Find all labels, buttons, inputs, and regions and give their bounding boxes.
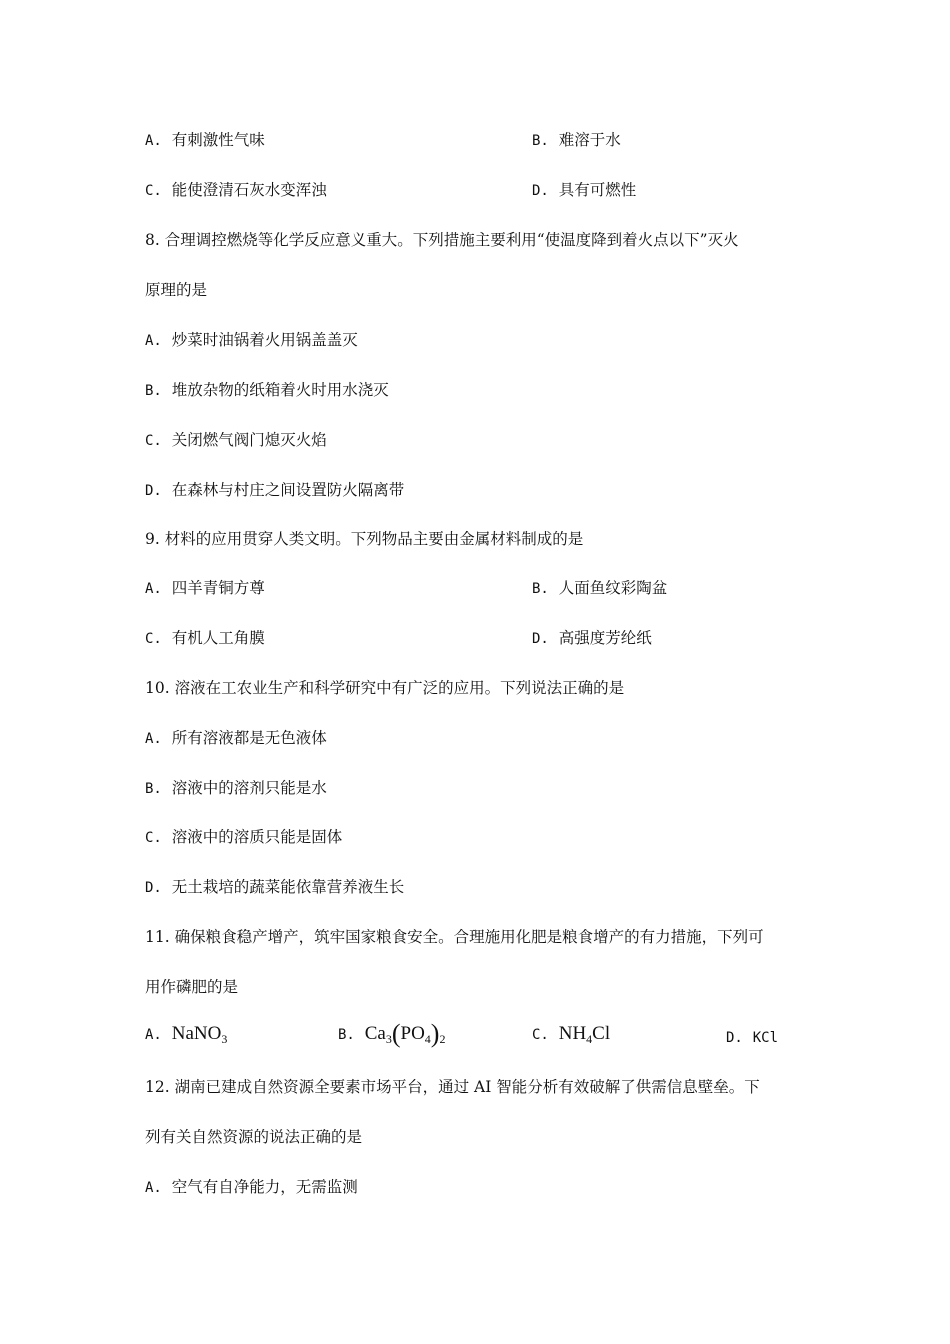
q10-stem: 10. 溶液在工农业生产和科学研究中有广泛的应用。下列说法正确的是	[145, 679, 625, 697]
option-label: A.	[145, 333, 162, 349]
option-text: 能使澄清石灰水变浑浊	[171, 181, 327, 199]
option-label: A.	[145, 133, 162, 149]
chemical-formula: $Ca_3(PO_4)_2$	[364, 1019, 446, 1048]
option-label: D.	[532, 631, 549, 647]
option-text: 关闭燃气阀门熄灭火焰	[171, 431, 327, 449]
chemical-formula: NaNO$_3$	[171, 1023, 228, 1046]
q10-option-b	[145, 778, 327, 799]
option-label: B.	[532, 133, 549, 149]
option-label: C.	[145, 433, 162, 449]
option-label: C.	[145, 183, 162, 199]
option-label: D.	[145, 483, 162, 499]
q12-option-a	[145, 1177, 358, 1198]
option-text: 溶液中的溶质只能是固体	[171, 828, 343, 846]
option-label: B.	[338, 1027, 355, 1043]
q8-stem-line1: 8. 合理调控燃烧等化学反应意义重大。下列措施主要利用“使温度降到着火点以下”灭火	[145, 231, 739, 249]
option-text: 具有可燃性	[558, 181, 637, 199]
chemical-formula: $NH_4Cl$	[558, 1023, 611, 1046]
option-text: 有机人工角膜	[171, 629, 265, 647]
option-text: 人面鱼纹彩陶盆	[558, 579, 668, 597]
q9-stem: 9. 材料的应用贯穿人类文明。下列物品主要由金属材料制成的是	[145, 530, 584, 548]
q7-option-b	[532, 130, 621, 151]
q11-option-c	[532, 1024, 610, 1049]
q8-option-a	[145, 330, 358, 351]
option-label: D.	[145, 880, 162, 896]
option-label: C.	[145, 830, 162, 846]
q11-option-d	[726, 1027, 778, 1048]
option-text: 高强度芳纶纸	[558, 629, 652, 647]
q8-option-d	[145, 480, 404, 501]
q10-option-d	[145, 877, 404, 898]
option-label: B.	[532, 581, 549, 597]
q8-option-b	[145, 380, 389, 401]
option-text: 无土栽培的蔬菜能依靠营养液生长	[171, 878, 405, 896]
option-text: 所有溶液都是无色液体	[171, 729, 327, 747]
option-label: C.	[532, 1027, 549, 1043]
option-text: 炒菜时油锅着火用锅盖盖灭	[171, 331, 358, 349]
q11-option-a	[145, 1024, 227, 1049]
option-text: 四羊青铜方尊	[171, 579, 265, 597]
q7-option-a	[145, 130, 265, 151]
q7-option-c	[145, 180, 327, 201]
q9-option-c	[145, 628, 265, 649]
q8-option-c	[145, 430, 327, 451]
q10-option-c	[145, 827, 342, 848]
q11-stem-line2: 用作磷肥的是	[145, 978, 239, 996]
option-label: A.	[145, 1180, 162, 1196]
option-label: A.	[145, 1027, 162, 1043]
q9-option-d	[532, 628, 652, 649]
q9-option-b	[532, 578, 667, 599]
q8-stem-line2: 原理的是	[145, 281, 208, 299]
q12-stem-line2: 列有关自然资源的说法正确的是	[145, 1128, 363, 1146]
q7-option-d	[532, 180, 636, 201]
option-label: D.	[726, 1030, 743, 1046]
option-label: B.	[145, 781, 162, 797]
option-text: 空气有自净能力，无需监测	[171, 1178, 358, 1196]
option-text: 在森林与村庄之间设置防火隔离带	[171, 481, 405, 499]
option-label: D.	[532, 183, 549, 199]
q11-option-b	[338, 1019, 446, 1049]
q10-option-a	[145, 728, 327, 749]
option-label: A.	[145, 731, 162, 747]
q12-stem-line1: 12. 湖南已建成自然资源全要素市场平台，通过 AI 智能分析有效破解了供需信息壁垒。下	[145, 1078, 760, 1096]
q11-stem-line1: 11. 确保粮食稳产增产，筑牢国家粮食安全。合理施用化肥是粮食增产的有力措施，下列可	[145, 928, 764, 946]
option-label: B.	[145, 383, 162, 399]
option-label: A.	[145, 581, 162, 597]
option-text: 堆放杂物的纸箱着火时用水浇灭	[171, 381, 389, 399]
option-text: 溶液中的溶剂只能是水	[171, 779, 327, 797]
q9-option-a	[145, 578, 265, 599]
option-label: C.	[145, 631, 162, 647]
option-text: KCl	[752, 1030, 779, 1046]
option-text: 难溶于水	[558, 131, 621, 149]
option-text: 有刺激性气味	[171, 131, 265, 149]
